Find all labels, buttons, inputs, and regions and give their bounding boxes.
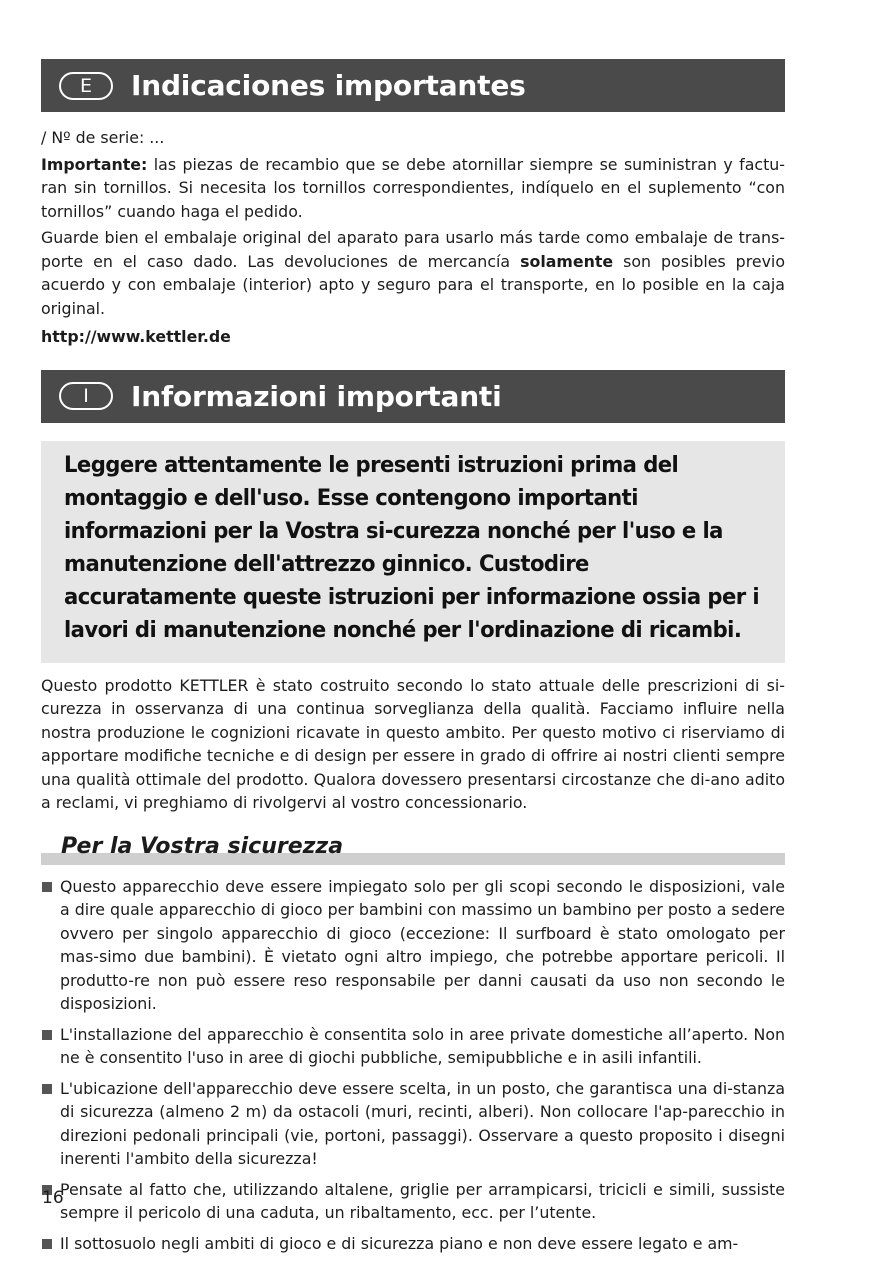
- website-link[interactable]: http://www.kettler.de: [41, 327, 231, 346]
- section-body-it: [41, 674, 785, 815]
- section-title-es: Indicaciones importantes: [131, 69, 526, 102]
- paragraph-packaging: [41, 226, 785, 320]
- safety-list: [41, 875, 785, 1256]
- section-body-es: [41, 126, 785, 349]
- manual-page: [41, 59, 785, 1262]
- list-item: L'installazione del apparecchio è consentita solo in aree private domestiche all’aperto. Non ne è consentito l'uso in aree di giochi pubbliche, semipubbliche e in asili infantili.: [41, 1023, 785, 1070]
- bullet-square-icon: [42, 1084, 52, 1094]
- paragraph-screws-text: las piezas de recambio que se debe atornillar siempre se suministran y factu-ran sin tornillos. Si necesita los tornillos correspondientes, indíquelo en el suplemento “con tornillos” cuando haga el pedido.: [41, 154, 785, 221]
- language-badge-it: I: [59, 382, 113, 410]
- section-title-it: Informazioni importanti: [131, 379, 502, 413]
- safety-heading: [41, 833, 785, 867]
- list-item: Questo apparecchio deve essere impiegato solo per gli scopi secondo le disposizioni, vale a dire quale apparecchio di gioco per bambini con massimo un bambino per posto a sedere ovvero per singolo apparecchio di gioco (eccezione: Il surfboard è stato omologato per mas-simo due bambini). È vietato ogni altro impiego, che potrebbe apportare pericoli. Il produtto-re non può essere reso responsabile per danni causati da uso non secondo le disposizioni.: [41, 875, 785, 1016]
- bullet-square-icon: [42, 1239, 52, 1249]
- bullet-square-icon: [42, 1030, 52, 1040]
- important-notice-box: [41, 441, 785, 663]
- paragraph-packaging-text-b: son posibles previo acuerdo y con embalaje (interior) apto y seguro para el transporte, en lo posible en la caja original.: [41, 251, 785, 318]
- intro-paragraph: Questo prodotto KETTLER è stato costruito secondo lo stato attuale delle prescrizioni di si-curezza in osservanza di una continua sorveglianza della qualità. Facciamo influire nella nostra produzione le cognizioni ricavate in questo ambito. Per questo motivo ci riserviamo di apportare modifiche tecniche e di design per essere in grado di offrire ai nostri clienti sempre una qualità ottimale del prodotto. Qualora dovessero presentarsi circostanze che di-ano adito a reclami, vi preghiamo di rivolgervi al vostro concessionario.: [41, 675, 785, 812]
- important-notice-text: Leggere attentamente le presenti istruzioni prima del montaggio e dell'uso. Esse contengono importanti informazioni per la Vostra si-curezza nonché per l'uso e la manutenzione dell'attrezzo ginnico. Custodire accuratamente queste istruzioni per informazione ossia per i lavori di manutenzione nonché per l'ordinazione di ricambi.: [64, 451, 760, 643]
- list-item: L'ubicazione dell'apparecchio deve essere scelta, in un posto, che garantisca una di-stanza di sicurezza (almeno 2 m) da ostacoli (muri, recinti, alberi). Non collocare l'ap-parecchio in direzioni pedonali principali (vie, portoni, passaggi). Osservare a questo proposito i disegni inerenti l'ambito della sicurezza!: [41, 1077, 785, 1171]
- paragraph-packaging-text-a: Guarde bien el embalaje original del aparato para usarlo más tarde como embalaje de trans-porte en el caso dado. Las devoluciones de mercancía: [41, 228, 785, 271]
- section-header-es: [41, 59, 785, 112]
- list-item: Il sottosuolo negli ambiti di gioco e di sicurezza piano e non deve essere legato e am-: [41, 1232, 785, 1256]
- language-badge-es: E: [59, 72, 113, 100]
- only-bold-word: solamente: [520, 251, 614, 271]
- bullet-square-icon: [42, 882, 52, 892]
- paragraph-screws: [41, 153, 785, 224]
- section-header-it: [41, 370, 785, 423]
- list-item: Pensate al fatto che, utilizzando altalene, griglie per arrampicarsi, tricicli e simili, sussiste sempre il pericolo di una caduta, un ribaltamento, ecc. per l’utente.: [41, 1178, 785, 1225]
- page-number: 16: [42, 1188, 64, 1208]
- serial-number-line: / Nº de serie: ...: [41, 128, 165, 147]
- important-label: Importante:: [41, 154, 148, 174]
- safety-heading-text: Per la Vostra sicurezza: [61, 833, 344, 859]
